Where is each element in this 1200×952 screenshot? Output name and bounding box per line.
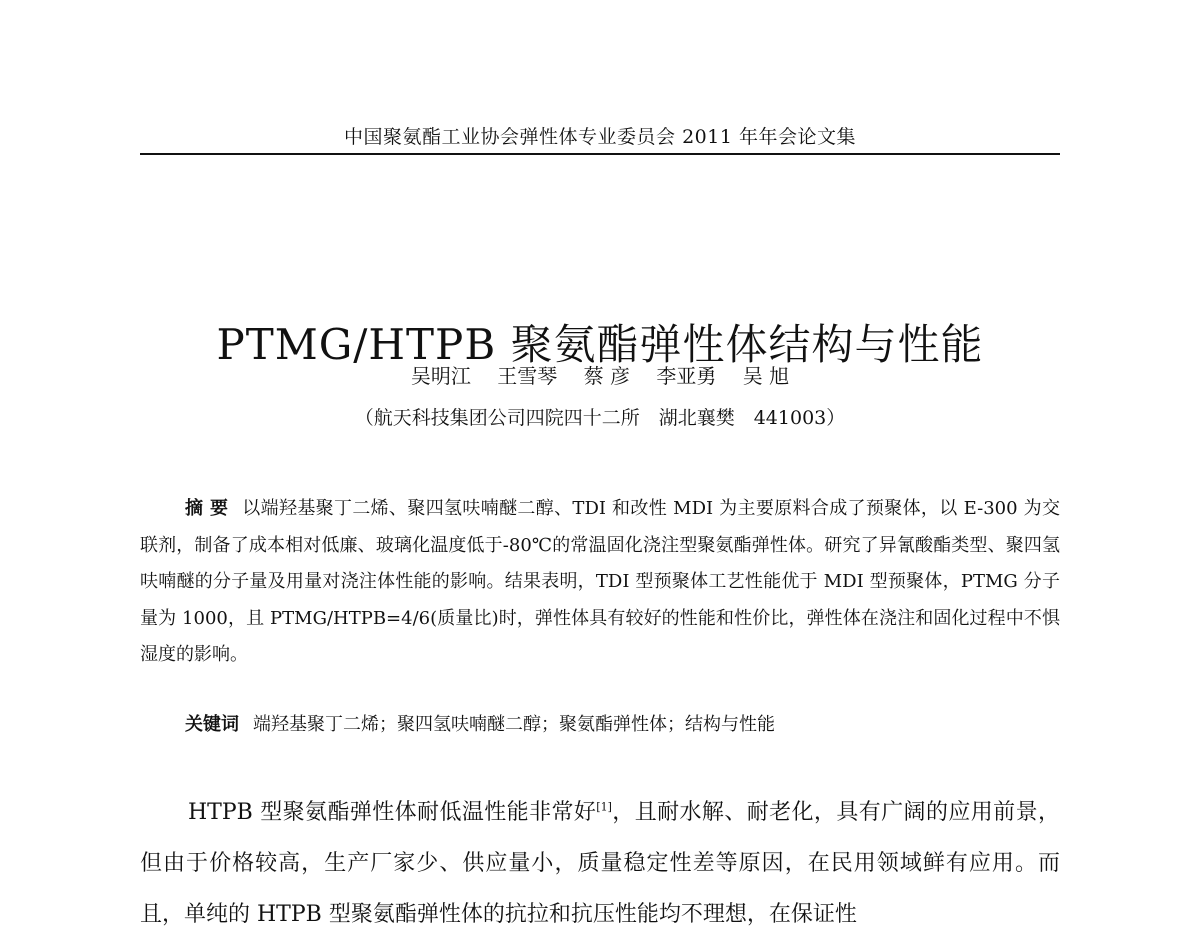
abstract-paragraph bbox=[140, 491, 1060, 674]
paper-title: PTMG/HTPB 聚氨酯弹性体结构与性能 bbox=[216, 320, 984, 370]
author: 吴 旭 bbox=[742, 364, 790, 388]
affiliation: （航天科技集团公司四院四十二所 湖北襄樊 441003） bbox=[354, 407, 846, 429]
abstract-label: 摘 要 bbox=[185, 498, 229, 519]
keywords-text: 端羟基聚丁二烯；聚四氢呋喃醚二醇；聚氨酯弹性体；结构与性能 bbox=[253, 714, 775, 735]
body-section bbox=[140, 787, 1060, 940]
author-list bbox=[0, 360, 1200, 389]
abstract-section bbox=[140, 491, 1060, 674]
body-paragraph bbox=[140, 787, 1060, 940]
body-text: HTPB 型聚氨酯弹性体耐低温性能非常好 bbox=[188, 800, 597, 825]
body-text: ，且耐水解、耐老化，具有广阔的应用前景，但由于价格较高，生产厂家少、供应量小，质量稳定性差等原因，在民用领域鲜有应用。而且，单纯的 HTPB 型聚氨酯弹性体的抗拉和抗压性能均不理想，在保证性 bbox=[140, 800, 1060, 927]
keywords-label: 关键词 bbox=[185, 714, 239, 735]
citation-reference: [1] bbox=[596, 800, 612, 814]
author: 蔡 彦 bbox=[583, 364, 630, 388]
header-rule bbox=[140, 153, 1060, 155]
abstract-text: 以端羟基聚丁二烯、聚四氢呋喃醚二醇、TDI 和改性 MDI 为主要原料合成了预聚体，以 E-300 为交联剂，制备了成本相对低廉、玻璃化温度低于-80℃的常温固化浇注型聚氨酯弹性体。研究了异氰酸酯类型、聚四氢呋喃醚的分子量及用量对浇注体性能的影响。结果表明，TDI 型预聚体工艺性能优于 MDI 型预聚体，PTMG 分子量为 1000，且 PTMG/HTPB=4/6(质量比)时，弹性体具有较好的性能和性价比，弹性体在浇注和固化过程中不惧湿度的影响。 bbox=[140, 498, 1060, 665]
author: 吴明江 bbox=[410, 364, 471, 388]
running-header: 中国聚氨酯工业协会弹性体专业委员会 2011 年年会论文集 bbox=[344, 126, 856, 148]
author: 李亚勇 bbox=[656, 364, 717, 388]
keywords-section bbox=[185, 707, 1060, 743]
author: 王雪琴 bbox=[497, 364, 558, 388]
